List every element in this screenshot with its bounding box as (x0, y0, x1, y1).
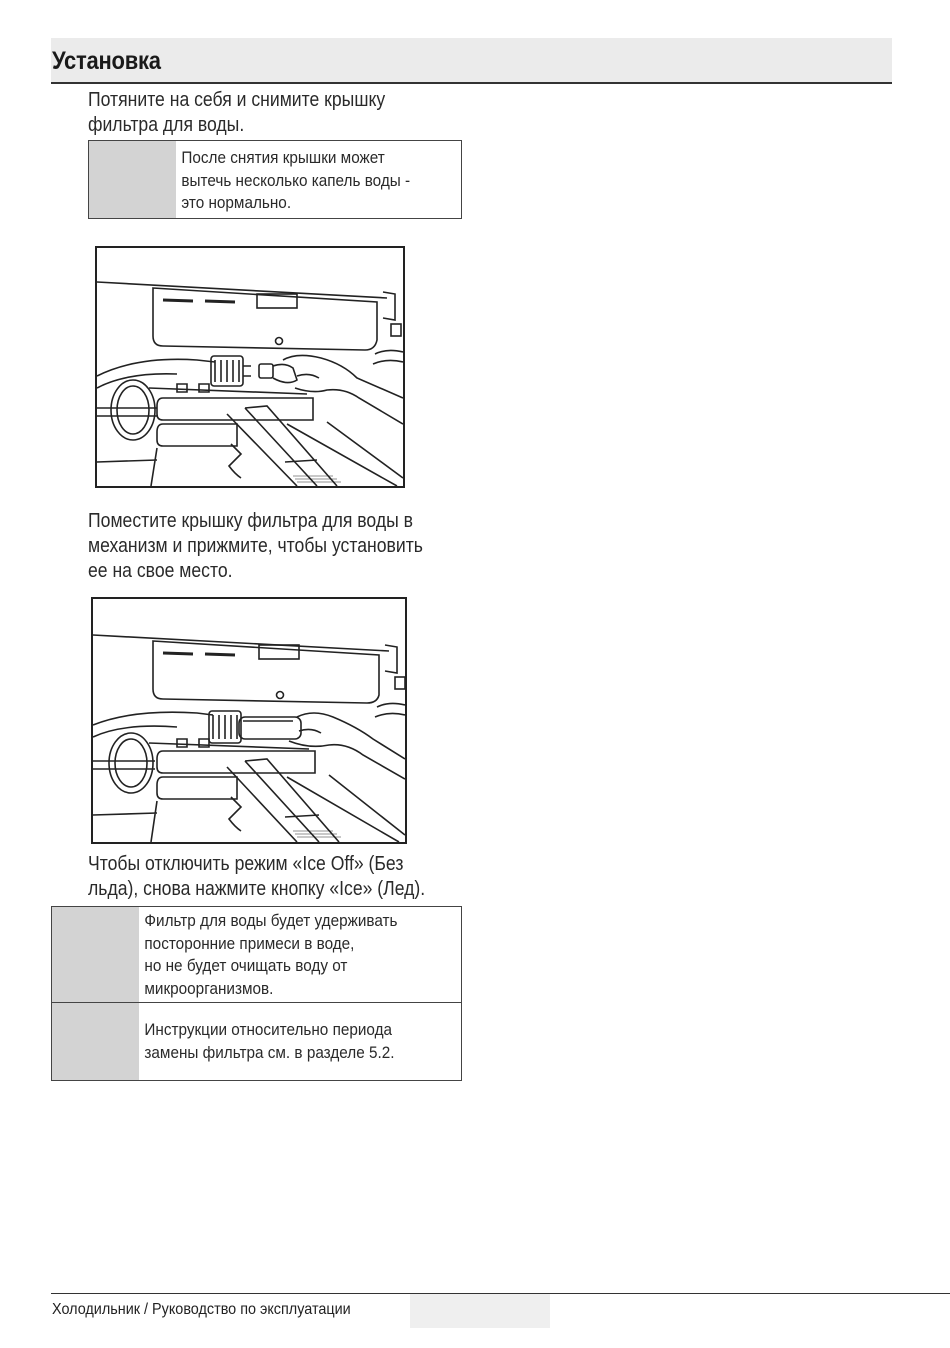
note-box-filter-impurities (52, 907, 461, 1003)
note-icon-area (52, 1003, 139, 1080)
step-3-line-1: Чтобы отключить режим «Ice Off» (Без (88, 853, 404, 875)
illustration-install-filter-cover (91, 597, 407, 844)
note-1-line-2: вытечь несколько капель воды - (181, 170, 411, 190)
section-title: Установка (52, 47, 161, 75)
step-2-instruction (88, 509, 423, 584)
step-1-instruction (88, 88, 385, 138)
footer-page-number-box (410, 1294, 550, 1328)
note-box-water-drops (88, 140, 462, 219)
step-3-instruction (88, 852, 425, 902)
note-3-line-2: замены фильтра см. в разделе 5.2. (144, 1042, 395, 1062)
step-2-line-2: механизм и прижмите, чтобы установить (88, 535, 423, 557)
step-2-line-1: Поместите крышку фильтра для воды в (88, 510, 413, 532)
footer-title: Холодильник / Руководство по эксплуатации (52, 1301, 351, 1318)
notes-table (51, 906, 462, 1081)
note-1-line-1: После снятия крышки может (181, 148, 385, 167)
step-1-line-2: фильтра для воды. (88, 114, 245, 136)
note-2-line-1: Фильтр для воды будет удерживать (144, 911, 398, 930)
note-text (176, 141, 410, 218)
note-2-line-4: микроорганизмов. (144, 978, 274, 998)
note-icon-area (89, 141, 176, 218)
note-2-line-3: но не будет очищать воду от (144, 956, 348, 975)
section-header-band (51, 38, 892, 84)
note-text (139, 1003, 394, 1080)
step-3-line-2: льда), снова нажмите кнопку «Ice» (Лед). (88, 878, 426, 900)
note-icon-area (52, 907, 139, 1002)
note-box-filter-replacement (52, 1003, 461, 1080)
note-1-line-3: это нормально. (181, 193, 292, 212)
step-2-line-3: ее на свое место. (88, 560, 233, 582)
note-3-line-1: Инструкции относительно периода (144, 1020, 393, 1039)
note-2-line-2: посторонние примеси в воде, (144, 933, 355, 953)
step-1-line-1: Потяните на себя и снимите крышку (88, 89, 386, 111)
illustration-remove-filter-cover (95, 246, 405, 488)
note-text (139, 907, 397, 1002)
